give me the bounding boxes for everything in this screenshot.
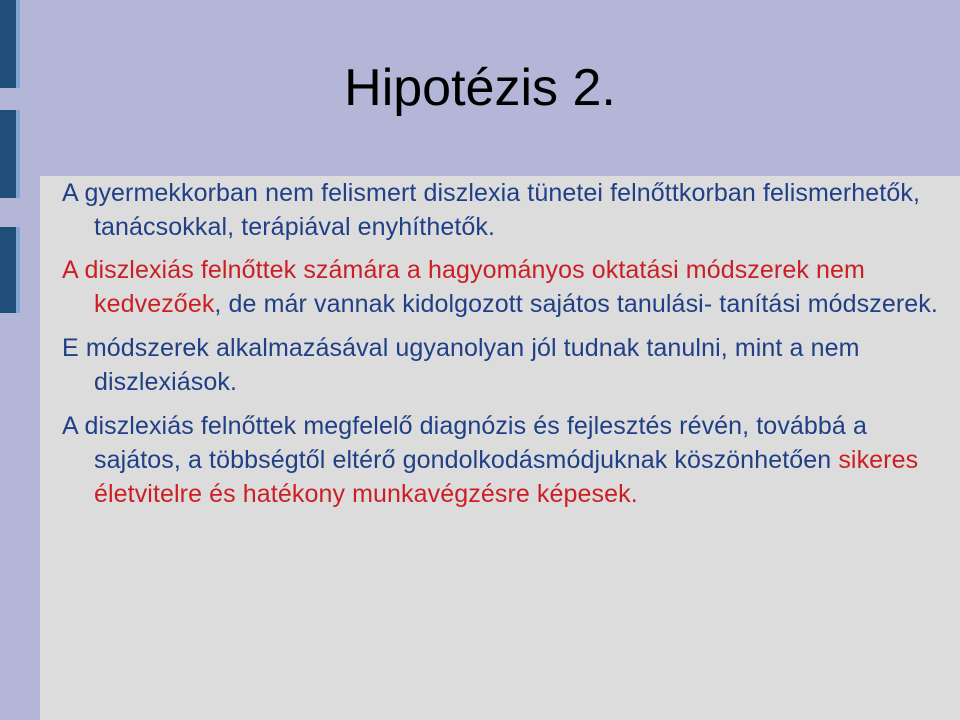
paragraph-2 [62, 253, 942, 321]
paragraph-1-text: A gyermekkorban nem felismert diszlexia tünetei felnőttkorban felismerhetők, tanácsokkal, terápiával enyhíthetők. [62, 179, 921, 241]
paragraph-3 [62, 331, 942, 399]
paragraph-4-highlight: sikeres életvitelre és hatékony munkavégzésre képesek. [94, 446, 919, 508]
slide-title [0, 59, 960, 117]
paragraph-4-text: A diszlexiás felnőttek megfelelő diagnózis és fejlesztés révén, továbbá a sajátos, a többségtől eltérő gondolkodásmódjuknak köszönhetően [62, 412, 867, 474]
slide-title-text: Hipotézis 2. [344, 59, 616, 117]
decor-bar-2 [0, 110, 20, 198]
paragraph-2-text: , de már vannak kidolgozott sajátos tanulási- tanítási módszerek. [214, 290, 938, 318]
decor-bar-3 [0, 227, 20, 313]
paragraph-2-highlight: A diszlexiás felnőttek számára a hagyományos oktatási módszerek nem kedvezőek [62, 256, 865, 318]
paragraph-4 [62, 409, 942, 511]
paragraph-1 [62, 176, 942, 244]
slide-body [62, 176, 942, 521]
paragraph-3-text: E módszerek alkalmazásával ugyanolyan jól tudnak tanulni, mint a nem diszlexiások. [62, 334, 860, 396]
